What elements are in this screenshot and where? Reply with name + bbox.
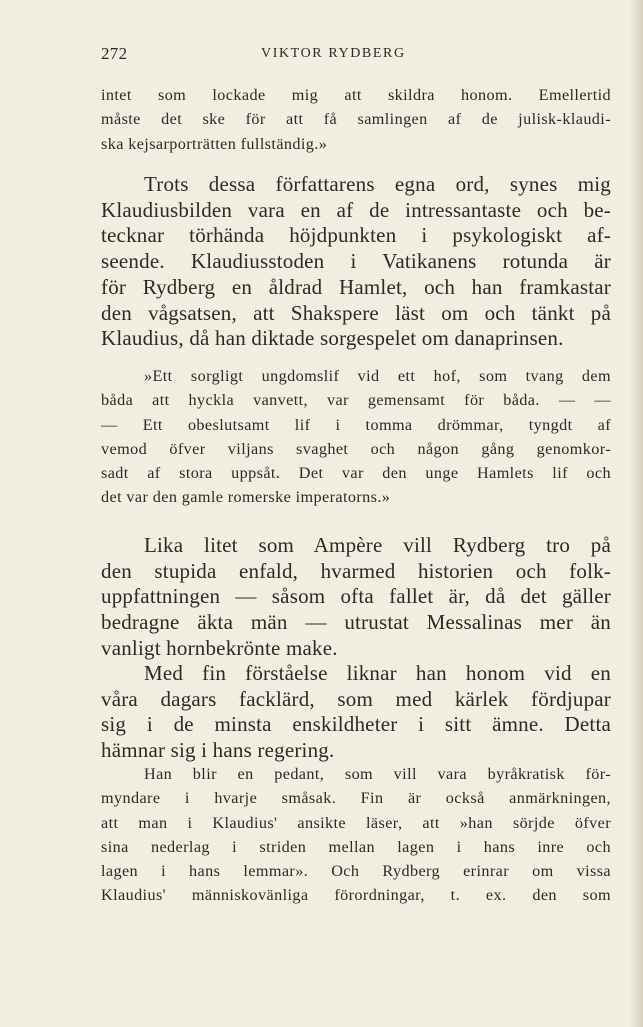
text-line: intet som lockade mig att skildra honom. Emellertid <box>101 86 611 104</box>
text-line: Trots dessa författarens egna ord, synes mig <box>144 172 611 196</box>
paragraph-ampere <box>101 533 611 662</box>
text-line: för Rydberg en åldrad Hamlet, och han framkastar <box>101 274 611 299</box>
text-line: Han blir en pedant, som vill vara byråkratisk för- <box>144 765 611 783</box>
text-line: det var den gamle romerske imperatorns.» <box>101 488 391 507</box>
paragraph-facklard <box>101 661 611 764</box>
running-head: VIKTOR RYDBERG <box>261 46 406 61</box>
paragraph-klaudiusbilden <box>101 172 611 352</box>
text-line: våra dagars facklärd, som med kärlek fördjupar <box>101 686 611 711</box>
text-line: lagen i hans lemmar». Och Rydberg erinrar om vissa <box>101 862 611 881</box>
text-line: måste det ske för att få samlingen af de julisk-klaudi- <box>101 110 611 129</box>
text-line: sig i de minsta enskildheter i sitt ämne. Detta <box>101 712 611 737</box>
text-line: vemod öfver viljans svaghet och någon gång genomkor- <box>101 439 611 458</box>
text-line: myndare i hvarje småsak. Fin är också anmärkningen, <box>101 789 611 808</box>
paragraph-continuation <box>101 83 611 156</box>
page-header <box>101 44 609 66</box>
text-line: tecknar törhända höjdpunkten i psykologiskt af- <box>101 223 611 248</box>
text-line: att man i Klaudius' ansikte läser, att »han sörjde öfver <box>101 813 611 832</box>
page-edge <box>629 0 643 1027</box>
text-line: ska kejsarporträtten fullständig.» <box>101 134 328 153</box>
text-line: sina nederlag i striden mellan lagen i hans inre och <box>101 837 611 856</box>
text-line: — Ett obeslutsamt lif i tomma drömmar, tyngdt af <box>101 415 611 434</box>
text-line: hämnar sig i hans regering. <box>101 738 335 763</box>
text-line: vanligt hornbekrönte make. <box>101 635 338 660</box>
text-line: Med fin förståelse liknar han honom vid en <box>144 661 611 685</box>
text-line: den stupida enfald, hvarmed historien och folk- <box>101 558 611 583</box>
text-line: den vågsatsen, att Shakspere läst om och tänkt på <box>101 300 611 325</box>
text-line: Klaudius' människovänliga förordningar, t. ex. den som <box>101 886 611 905</box>
text-line: Klaudius, då han diktade sorgespelet om danaprinsen. <box>101 326 564 351</box>
text-line: uppfattningen — såsom ofta fallet är, då det gäller <box>101 584 611 609</box>
paragraph-pedant <box>101 762 611 908</box>
text-line: Lika litet som Ampère vill Rydberg tro på <box>144 533 611 557</box>
text-line: båda att hyckla vanvett, var gemensamt för båda. — — <box>101 391 611 410</box>
text-line: Klaudiusbilden vara en af de intressantaste och be- <box>101 197 611 222</box>
page-number: 272 <box>101 44 128 63</box>
text-line: sadt af stora uppsåt. Det var den unge Hamlets lif och <box>101 464 611 483</box>
paragraph-quotation <box>101 364 611 510</box>
text-line: seende. Klaudiusstoden i Vatikanens rotunda är <box>101 249 611 274</box>
text-line: »Ett sorgligt ungdomslif vid ett hof, som tvang dem <box>144 367 611 385</box>
text-line: bedragne äkta män — utrustat Messalinas mer än <box>101 610 611 635</box>
